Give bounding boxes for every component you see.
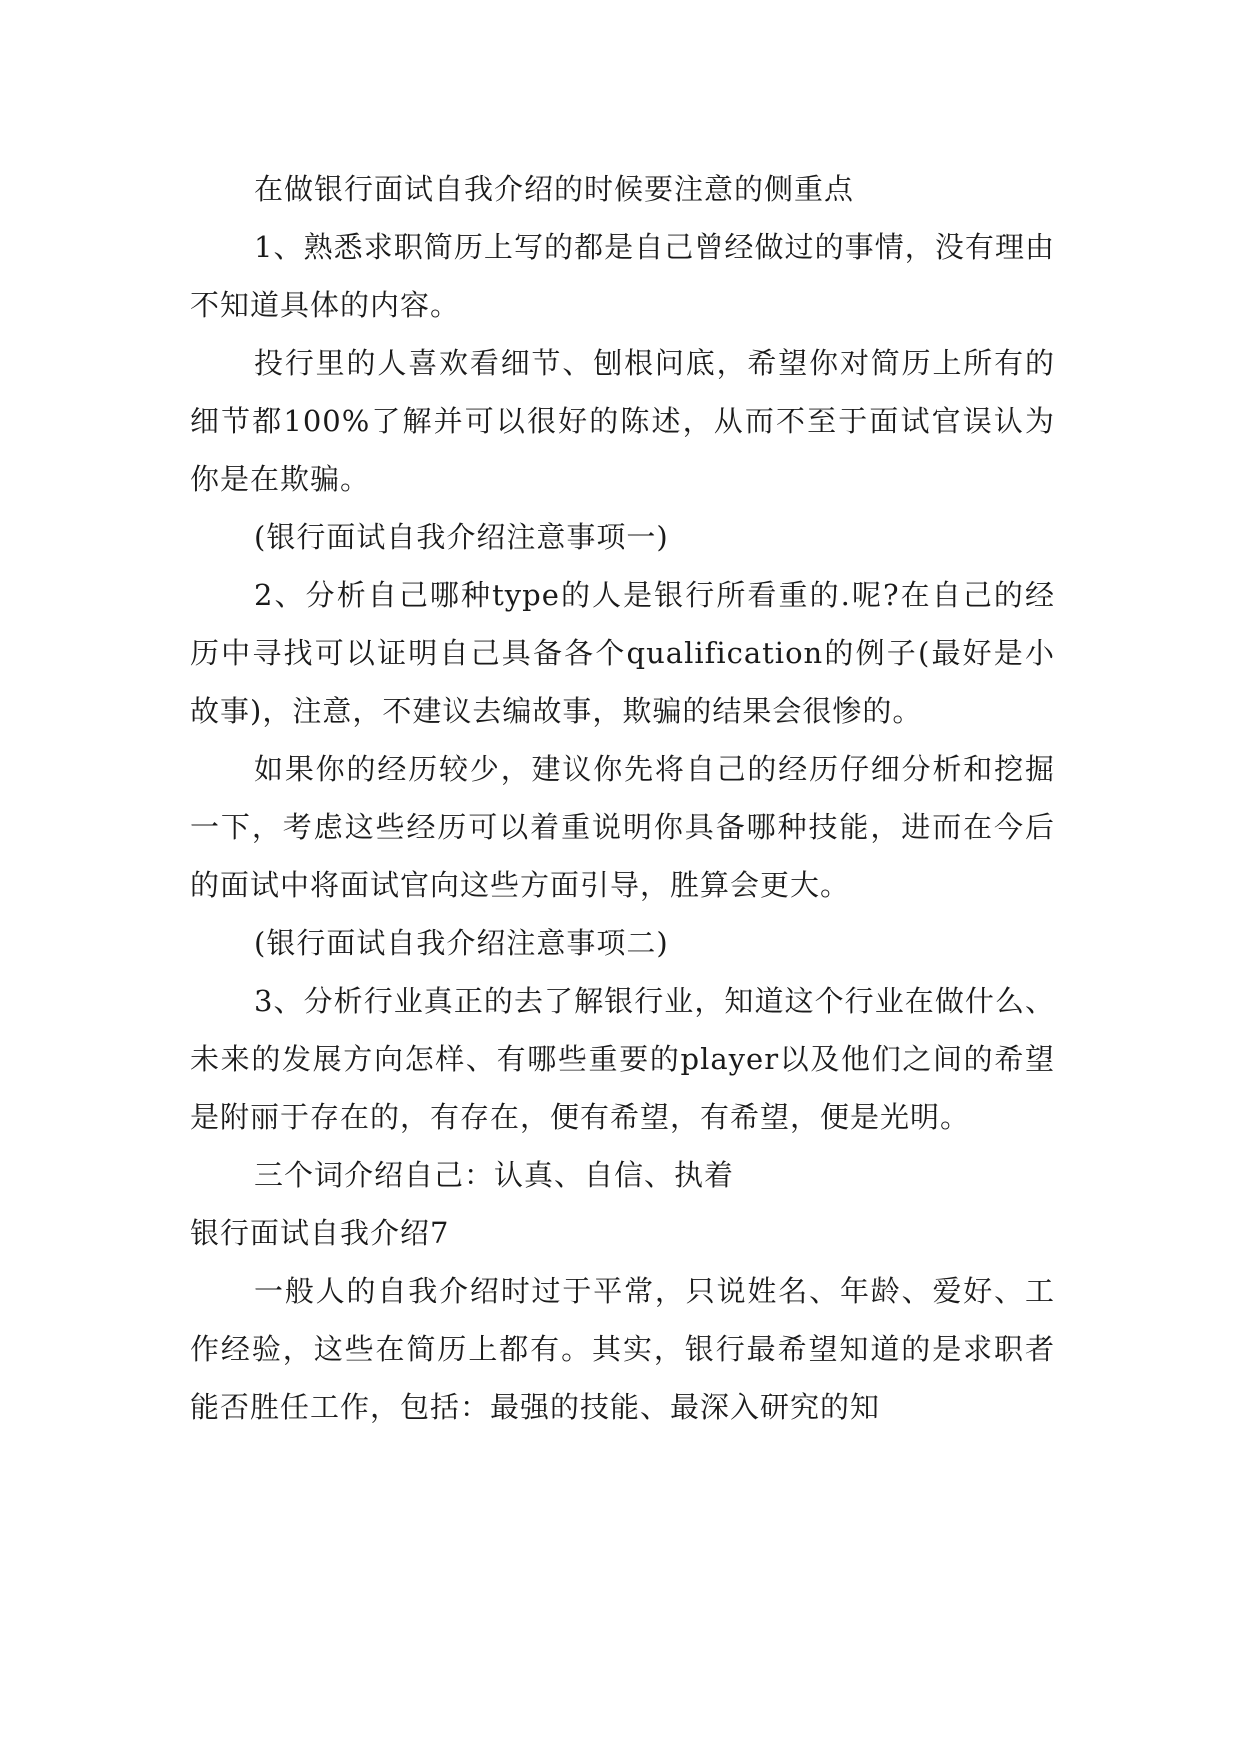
paragraph-intro: 在做银行面试自我介绍的时候要注意的侧重点 [254,172,855,206]
document-body [190,160,1055,1436]
paragraph-point-2-detail: 如果你的经历较少，建议你先将自己的经历仔细分析和挖掘一下，考虑这些经历可以着重说明你具备哪种技能，进而在今后的面试中将面试官向这些方面引导，胜算会更大。 [190,752,1055,902]
paragraph-point-3: 3、分析行业真正的去了解银行业，知道这个行业在做什么、未来的发展方向怎样、有哪些重要的player以及他们之间的希望是附丽于存在的，有存在，便有希望，有希望，便是光明。 [190,984,1055,1134]
paragraph-note-2: (银行面试自我介绍注意事项二) [254,926,669,960]
paragraph-point-1: 1、熟悉求职简历上写的都是自己曾经做过的事情，没有理由不知道具体的内容。 [190,230,1055,322]
paragraph-point-1-detail: 投行里的人喜欢看细节、刨根问底，希望你对简历上所有的细节都100%了解并可以很好的陈述，从而不至于面试官误认为你是在欺骗。 [190,346,1055,496]
section-heading: 银行面试自我介绍7 [190,1216,450,1250]
paragraph-point-2: 2、分析自己哪种type的人是银行所看重的.呢?在自己的经历中寻找可以证明自己具备各个qualification的例子(最好是小故事)，注意，不建议去编故事，欺骗的结果会很惨的。 [190,578,1055,728]
paragraph-note-1: (银行面试自我介绍注意事项一) [254,520,669,554]
paragraph-tail: 一般人的自我介绍时过于平常，只说姓名、年龄、爱好、工作经验，这些在简历上都有。其实，银行最希望知道的是求职者能否胜任工作，包括：最强的技能、最深入研究的知 [190,1274,1055,1424]
paragraph-three-words: 三个词介绍自己：认真、自信、执着 [254,1158,735,1192]
